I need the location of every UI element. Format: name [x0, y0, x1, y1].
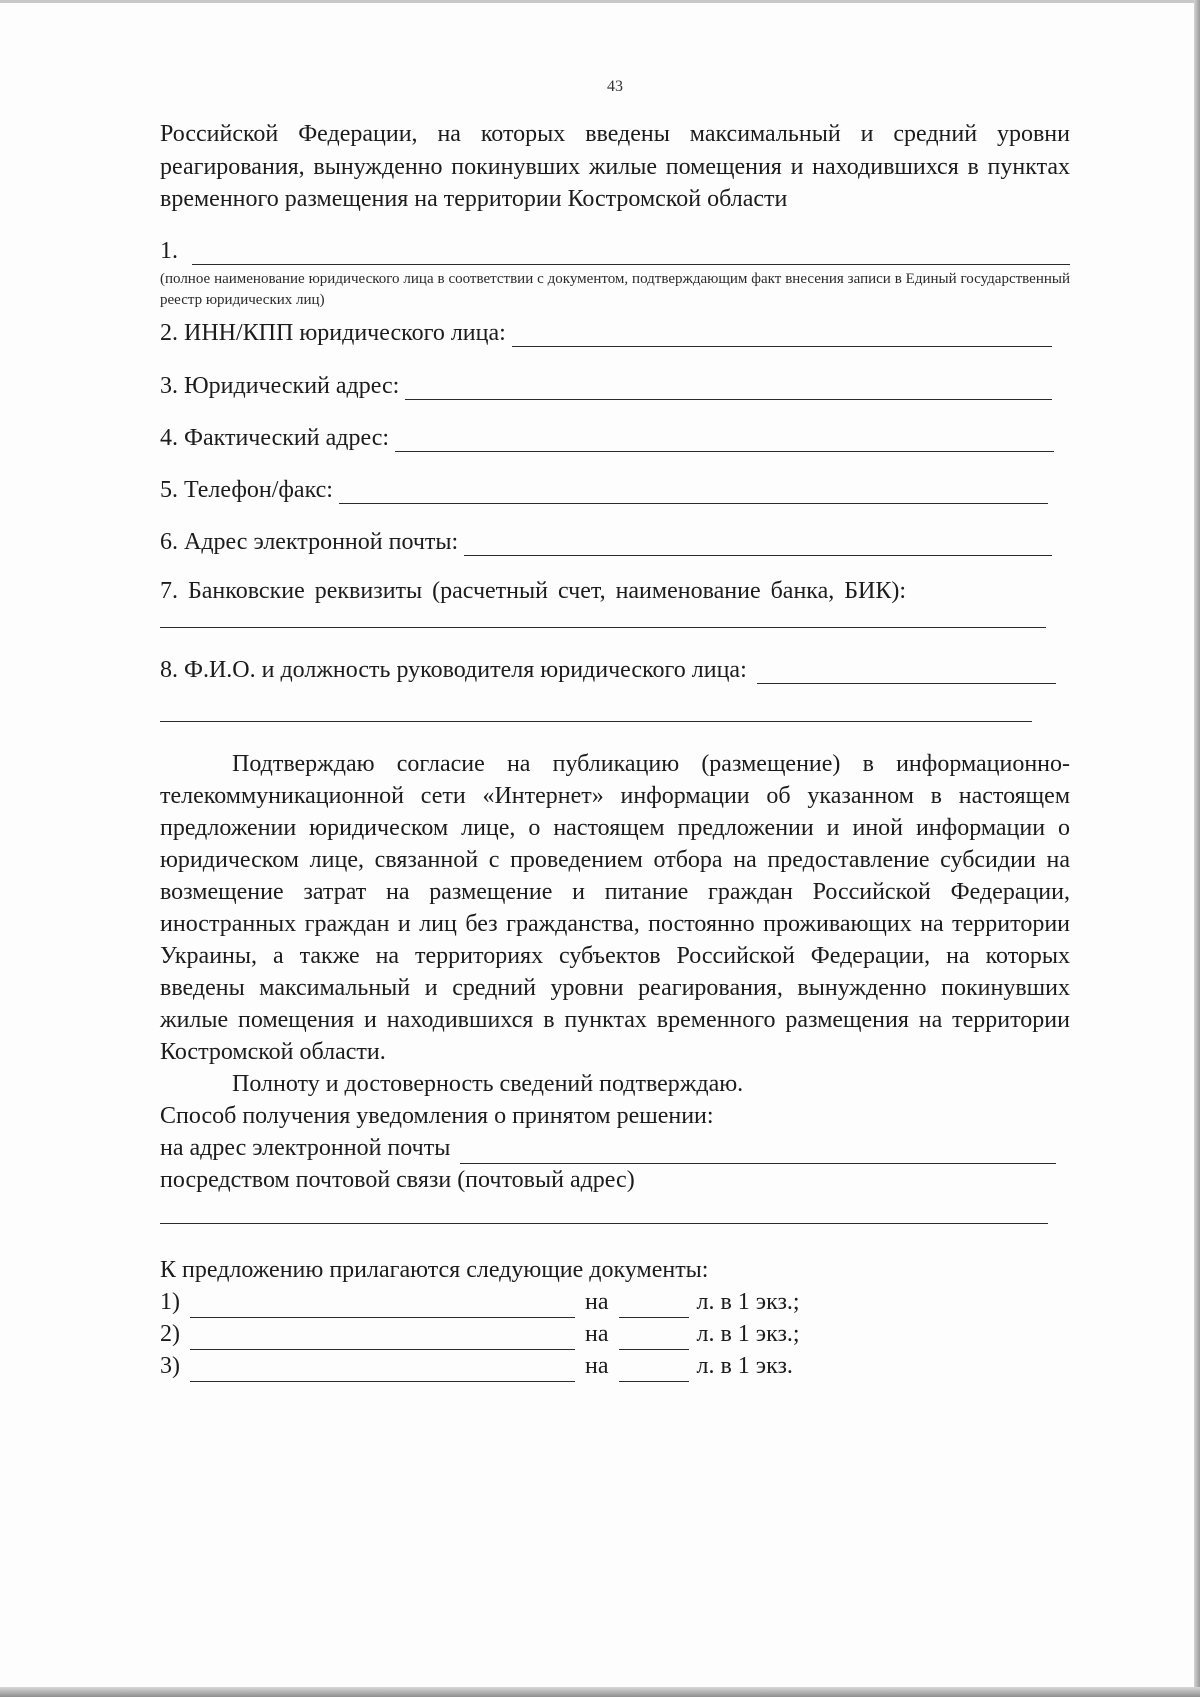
confirm-paragraph: Полноту и достоверность сведений подтверждаю.	[232, 1070, 744, 1097]
field-phone-fax-blank[interactable]	[339, 481, 1048, 504]
attachment-pages-blank[interactable]	[619, 1359, 689, 1382]
field-phone-fax-row	[160, 470, 1070, 504]
scan-edge-top	[0, 0, 1200, 3]
field-director-blank[interactable]	[757, 661, 1056, 684]
attachment-row	[160, 1286, 1070, 1318]
attachment-number: 2)	[160, 1320, 180, 1347]
field-inn-kpp-row	[160, 313, 1070, 347]
scan-edge-bottom	[0, 1687, 1200, 1697]
notify-email-blank[interactable]	[460, 1141, 1056, 1164]
attachment-name-blank[interactable]	[190, 1327, 575, 1350]
field-director-row	[160, 650, 1070, 684]
attachment-pages-blank[interactable]	[619, 1295, 689, 1318]
field-bank-details-blank[interactable]	[160, 626, 1046, 628]
field-1-label: 1.	[160, 237, 178, 264]
notify-email-row	[160, 1132, 1070, 1164]
attachment-name-blank[interactable]	[190, 1359, 575, 1382]
field-inn-kpp-blank[interactable]	[512, 324, 1052, 347]
field-legal-address-blank[interactable]	[405, 377, 1052, 400]
document-body	[160, 118, 1070, 1382]
field-email-blank[interactable]	[464, 533, 1052, 556]
attachment-na-label: на	[585, 1320, 609, 1347]
field-phone-fax-label: 5. Телефон/факс:	[160, 476, 333, 503]
attachment-na-label: на	[585, 1352, 609, 1379]
field-bank-details-label: 7. Банковские реквизиты (расчетный счет, наименование банка, БИК):	[160, 577, 907, 604]
attachment-number: 3)	[160, 1352, 180, 1379]
field-actual-address-label: 4. Фактический адрес:	[160, 424, 390, 451]
field-1-blank[interactable]	[192, 242, 1070, 265]
field-email-row	[160, 522, 1070, 556]
field-inn-kpp-label: 2. ИНН/КПП юридического лица:	[160, 319, 506, 346]
attachment-name-blank[interactable]	[190, 1295, 575, 1318]
notify-post-label: посредством почтовой связи (почтовый адрес)	[160, 1166, 635, 1193]
notify-post-blank[interactable]	[160, 1222, 1048, 1224]
attachment-na-label: на	[585, 1288, 609, 1315]
intro-paragraph: Российской Федерации, на которых введены максимальный и средний уровни реагирования, вынужденно покинувших жилые помещения и находившихся в пунктах временного размещения на территории Костромской области	[160, 121, 1070, 212]
field-legal-address-row	[160, 366, 1070, 400]
field-legal-address-label: 3. Юридический адрес:	[160, 372, 400, 399]
field-director-label: 8. Ф.И.О. и должность руководителя юридического лица:	[160, 656, 747, 683]
field-1-note: (полное наименование юридического лица в соответствии с документом, подтверждающим факт внесения записи в Единый государственный реестр юридических лиц)	[160, 270, 1070, 308]
attachment-number: 1)	[160, 1288, 180, 1315]
attachment-tail-label: л. в 1 экз.	[696, 1352, 793, 1379]
attachment-pages-blank[interactable]	[619, 1327, 689, 1350]
attachment-row	[160, 1318, 1070, 1350]
field-actual-address-row	[160, 418, 1070, 452]
notify-title: Способ получения уведомления о принятом решении:	[160, 1102, 714, 1129]
attachment-tail-label: л. в 1 экз.;	[696, 1320, 800, 1347]
notify-email-label: на адрес электронной почты	[160, 1134, 451, 1161]
scan-edge-right	[1194, 0, 1200, 1697]
consent-paragraph: Подтверждаю согласие на публикацию (размещение) в информационно-телекоммуникационной сети «Интернет» информации об указанном в настоящем предложении юридическом лице, о настоящем предложении и иной информации о юридическом лице, связанной с проведением отбора на предоставление субсидии на возмещение затрат на размещение и питание граждан Российской Федерации, иностранных граждан и лиц без гражданства, постоянно проживающих на территории Украины, а также на территориях субъектов Российской Федерации, на которых введены максимальный и средний уровни реагирования, вынужденно покинувших жилые помещения и находившихся в пунктах временного размещения на территории Костромской области.	[160, 750, 1070, 1065]
field-email-label: 6. Адрес электронной почты:	[160, 528, 459, 555]
field-1-row	[160, 238, 1070, 265]
field-actual-address-blank[interactable]	[395, 429, 1054, 452]
attachment-row	[160, 1350, 1070, 1382]
attachments-title: К предложению прилагаются следующие документы:	[160, 1256, 709, 1283]
page-number: 43	[607, 78, 623, 95]
attachment-tail-label: л. в 1 экз.;	[696, 1288, 800, 1315]
field-director-blank-2[interactable]	[160, 720, 1032, 722]
